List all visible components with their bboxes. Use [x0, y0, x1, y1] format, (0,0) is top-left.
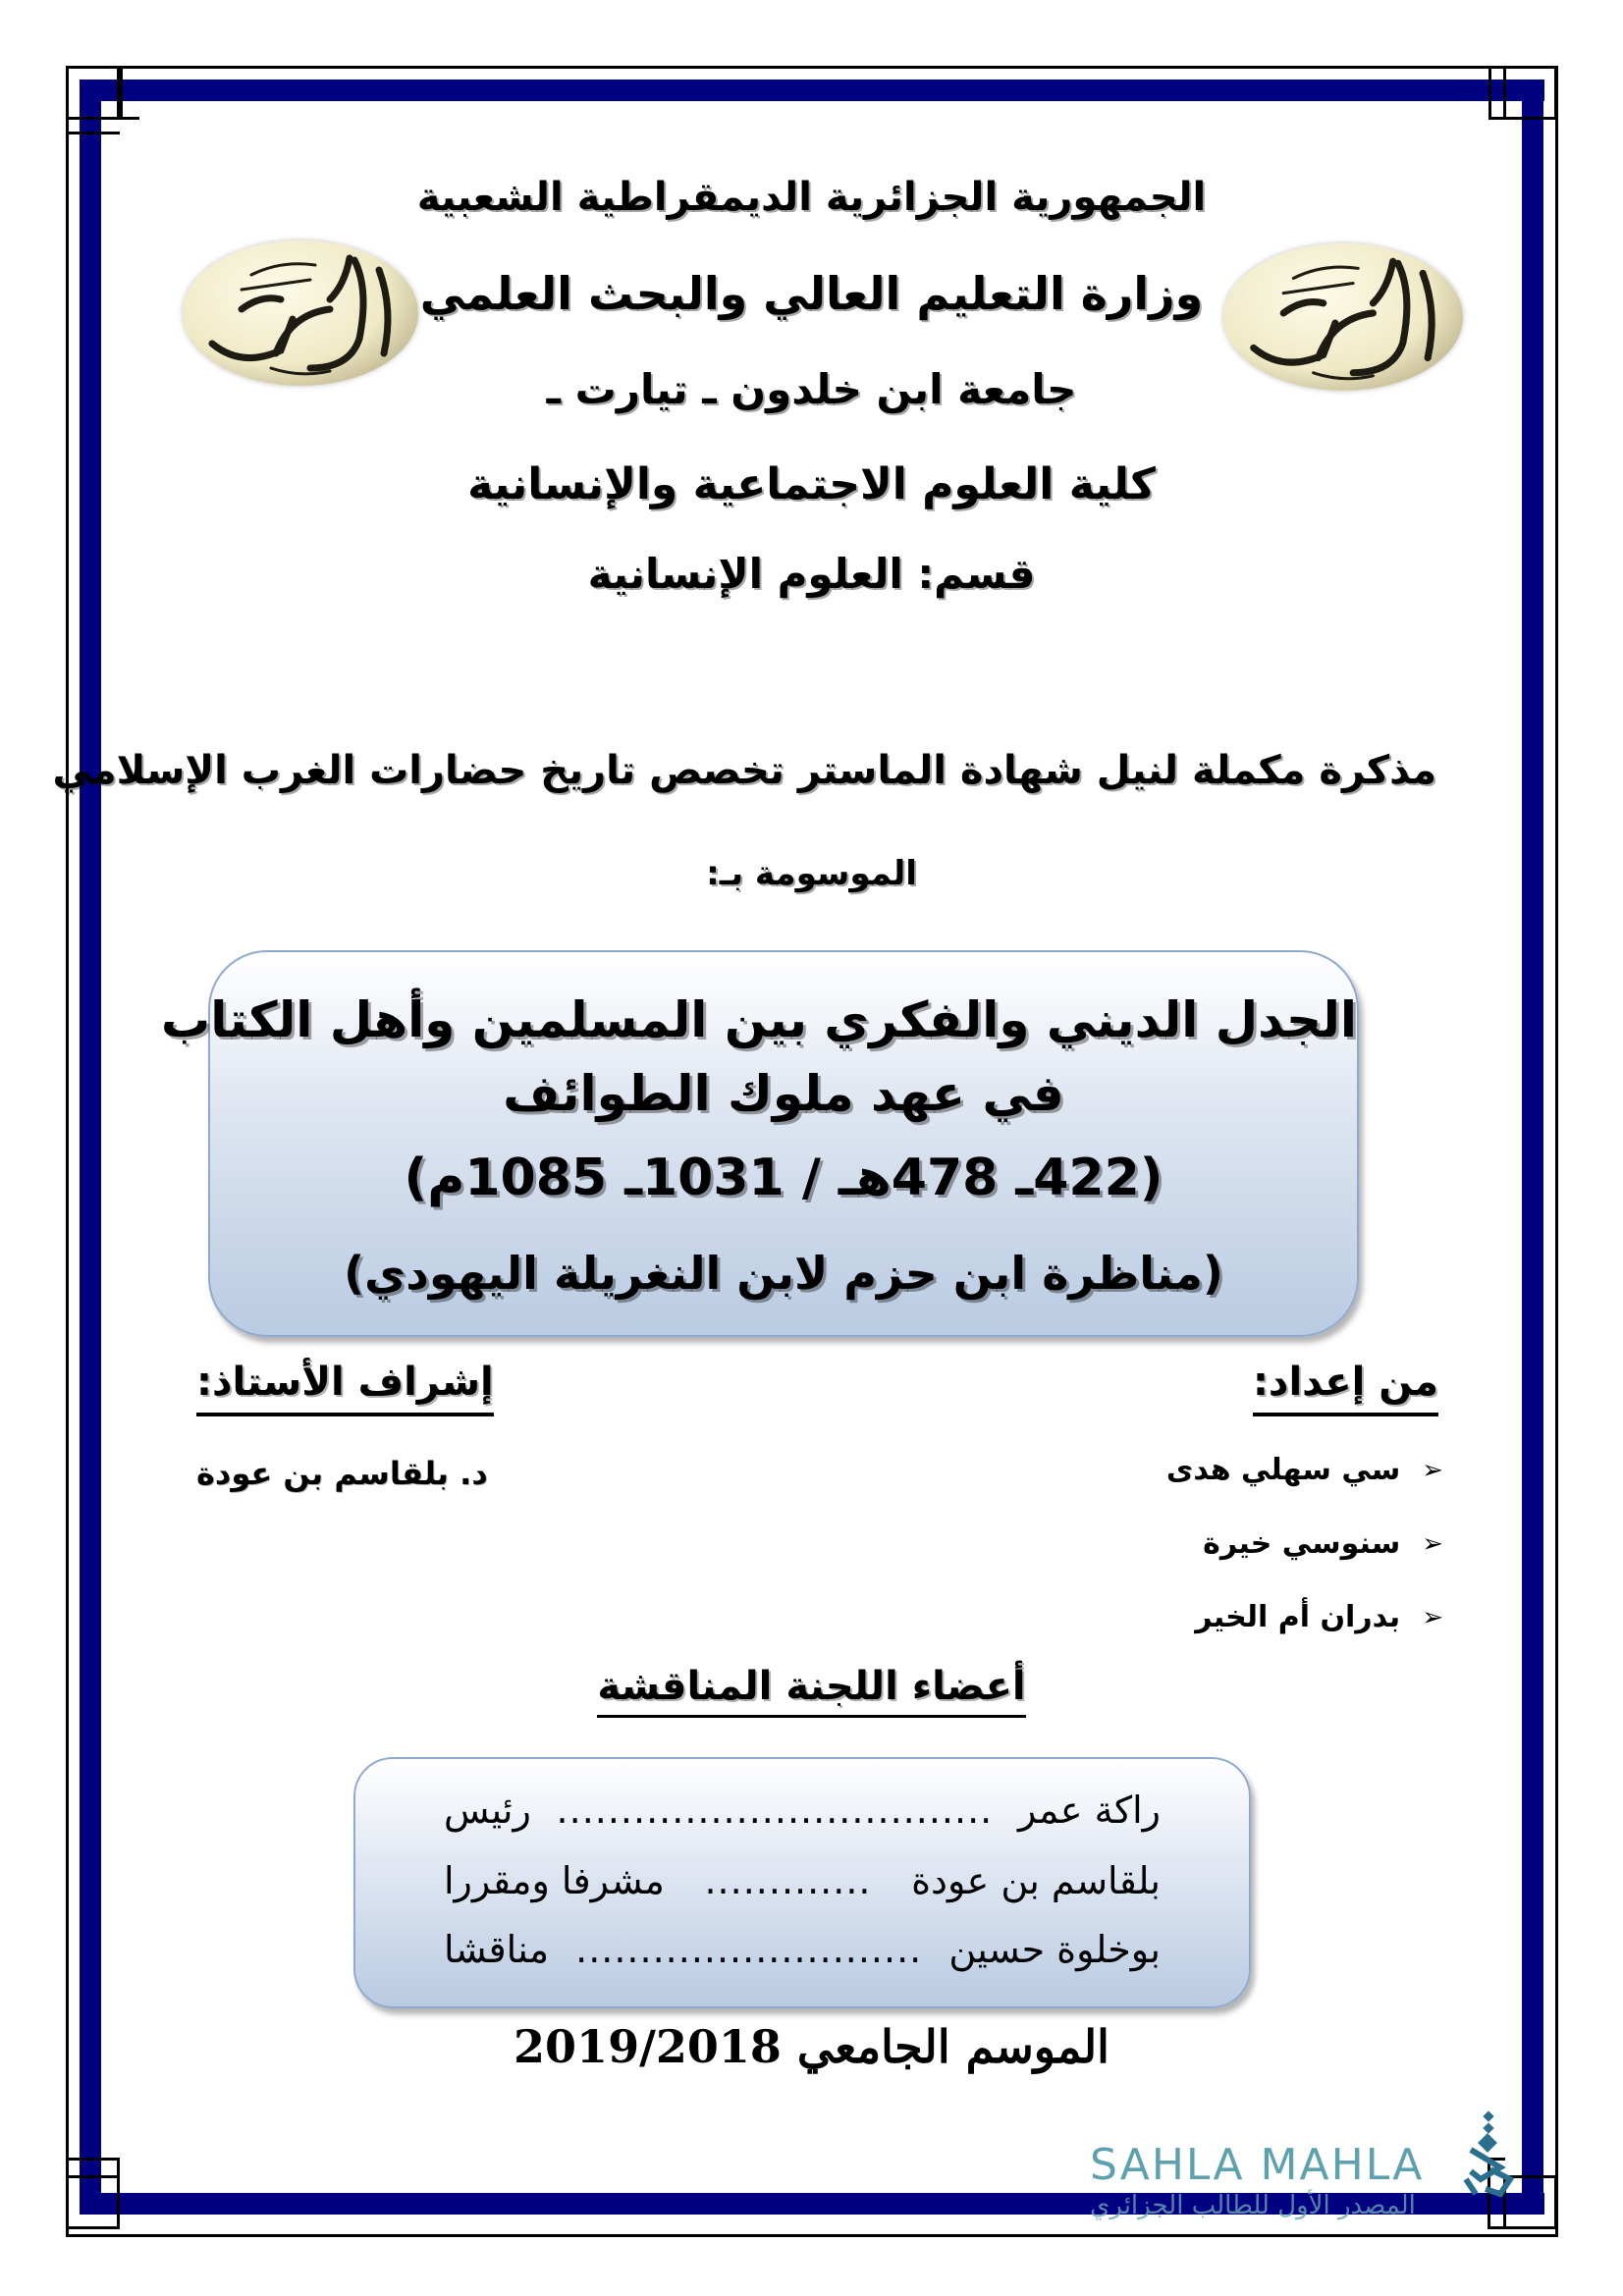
memo-description: مذكرة مكملة لنيل شهادة الماستر تخصص تاريخ حضارات الغرب الإسلامي	[52, 748, 1436, 793]
arrow-bullet-icon: ➢	[1422, 1528, 1443, 1559]
thesis-title-line2: في عهد ملوك الطوائف	[503, 1065, 1064, 1122]
student-item	[1203, 1526, 1443, 1561]
arrow-bullet-icon: ➢	[1422, 1455, 1443, 1485]
committee-heading-wrap	[0, 1664, 1623, 1718]
student-name: سنوسي خيرة	[1203, 1526, 1401, 1561]
student-name: سي سهلي هدى	[1165, 1453, 1401, 1487]
committee-member-row	[444, 1859, 1161, 1902]
thesis-title-dates: (422ـ 478هـ / 1031ـ 1085م)	[404, 1148, 1163, 1207]
committee-member-row	[444, 1928, 1161, 1971]
student-item	[1166, 1453, 1443, 1487]
ministry-heading: وزارة التعليم العالي والبحث العلمي	[419, 267, 1204, 320]
thesis-title-subtitle: (مناظرة ابن حزم لابن النغريلة اليهودي)	[344, 1247, 1223, 1300]
academic-year: الموسم الجامعي 2019/2018	[514, 2020, 1109, 2073]
corner-knot-bl-a	[66, 2175, 120, 2229]
department-heading: قسم: العلوم الإنسانية	[587, 550, 1036, 598]
corner-knot-tl-c	[120, 66, 139, 120]
member-name: بوخلوة حسين	[948, 1928, 1161, 1971]
leader-dots: .............	[704, 1859, 872, 1902]
thesis-title-box	[161, 950, 1359, 1337]
university-heading: جامعة ابن خلدون ـ تيارت ـ	[546, 365, 1077, 413]
leader-dots: ...........................	[575, 1928, 923, 1971]
student-name: بدران أم الخير	[1195, 1600, 1401, 1634]
watermark-logo-icon	[1461, 2110, 1520, 2199]
leader-dots: ..................................	[556, 1789, 994, 1832]
student-item	[1195, 1600, 1443, 1634]
corner-knot-tr-b	[1488, 66, 1506, 120]
arrow-bullet-icon: ➢	[1422, 1602, 1443, 1632]
member-name: راكة عمر	[1017, 1789, 1161, 1832]
watermark-tagline: المصدر الأول للطالب الجزائري	[1090, 2191, 1416, 2220]
watermark-brand: SAHLA MAHLA	[1090, 2140, 1425, 2190]
corner-knot-tl-b	[66, 66, 120, 134]
member-name: بلقاسم بن عودة	[911, 1859, 1161, 1902]
committee-box	[353, 1757, 1251, 2008]
faculty-heading: كلية العلوم الاجتماعية والإنسانية	[467, 459, 1156, 509]
committee-heading: أعضاء اللجنة المناقشة	[597, 1664, 1025, 1718]
prepared-by-heading: من إعداد:	[1253, 1360, 1438, 1416]
corner-knot-bl-b	[66, 2158, 120, 2177]
republic-heading: الجمهورية الجزائرية الديمقراطية الشعبية	[416, 175, 1207, 220]
supervision-heading: إشراف الأستاذ:	[196, 1360, 494, 1416]
member-role: مناقشا	[444, 1928, 550, 1971]
supervisor-name: د. بلقاسم بن عودة	[196, 1455, 488, 1492]
member-role: مشرفا ومقررا	[444, 1859, 665, 1902]
frame-blue-top	[80, 80, 1544, 101]
committee-member-row	[444, 1789, 1161, 1832]
member-role: رئيس	[444, 1789, 531, 1832]
titled-label: الموسومة بـ:	[706, 854, 917, 893]
corner-knot-tr-a	[1503, 66, 1557, 120]
thesis-title-line1: الجدل الديني والفكري بين المسلمين وأهل الكتاب	[161, 991, 1357, 1048]
